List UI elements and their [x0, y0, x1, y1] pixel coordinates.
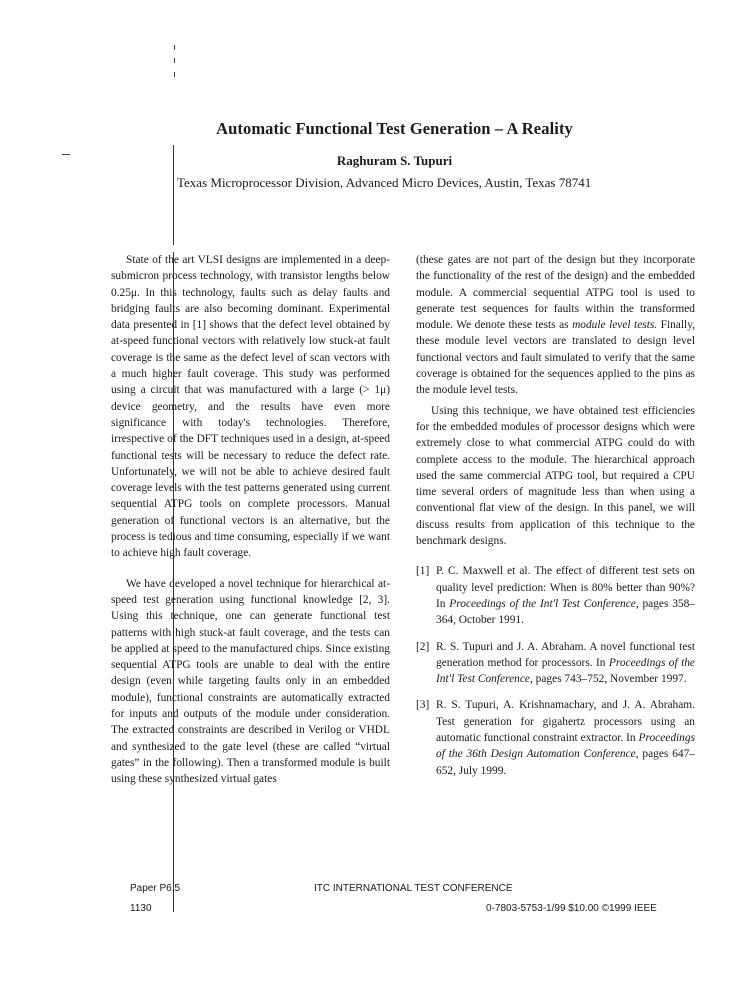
footer-page-number: 1130 [130, 903, 152, 914]
scan-mark [174, 58, 175, 63]
reference-number: [3] [416, 699, 430, 712]
reference-item: [2] R. S. Tupuri and J. A. Abraham. A novel functional test generation method for processors. In Proceedings of the Int'l Test Conference, pages 743–752, November 1997. [416, 640, 695, 686]
scan-mark [174, 45, 175, 50]
footer-copyright: 0-7803-5753-1/99 $10.00 ©1999 IEEE [486, 903, 657, 914]
right-column [416, 252, 695, 789]
scan-mark [174, 72, 175, 77]
body-paragraph: State of the art VLSI designs are implemented in a deep-submicron process technology, with transistor lengths below 0.25μ. In this technology, faults such as delay faults and bridging faults are also becoming dominant. Experimental data presented in [1] shows that the defect level obtained by at-speed functional vectors with relatively low stuck-at fault coverage is the same as the defect level of scan vectors with a much higher fault coverage. This study was performed using a circuit that was manufactured with a large (> 1μ) device geometry, and the results have even more significance with today's technologies. Therefore, irrespective of the DFT techniques used in a design, at-speed functional tests will be necessary to reduce the defect rate. Unfortunately, we will not be able to achieve desired fault coverage levels with the test patterns generated using current sequential ATPG tools on complete processors. Manual generation of functional vectors is an alternative, but the process is tedious and time consuming, especially if we want to achieve high fault coverage. [111, 254, 390, 560]
author-name: Raghuram S. Tupuri [336, 153, 453, 168]
left-column [111, 252, 390, 788]
reference-item: [3] R. S. Tupuri, A. Krishnamachary, and J. A. Abraham. Test generation for gigahertz processors using an automatic functional constraint extractor. In Proceedings of the 36th Design Automation Conference, pages 647–652, July 1999. [416, 699, 695, 777]
reference-number: [1] [416, 565, 430, 578]
body-paragraph: We have developed a novel technique for hierarchical at-speed test generation using functional knowledge [2, 3]. Using this technique, one can generate functional test patterns with high stuck-at fault coverage, and the tests can be applied at speed to the manufactured chips. Since existing sequential ATPG tools are unable to deal with the entire design (even while targeting faults only in an embedded module), functional constraints are automatically extracted for inputs and outputs of the module under consideration. The extracted constraints are described in Verilog or VHDL and synthesized to the gate level (these are called “virtual gates” in the following). Then a transformed module is built using these synthesized virtual gates [111, 577, 390, 786]
author-affiliation: Texas Microprocessor Division, Advanced Micro Devices, Austin, Texas 78741 [177, 175, 592, 190]
footer-conference: ITC INTERNATIONAL TEST CONFERENCE [314, 883, 513, 894]
paper-title: Automatic Functional Test Generation – A Reality [216, 119, 573, 138]
footer-paper-id: Paper P6.5 [130, 883, 181, 894]
reference-item: [1] P. C. Maxwell et al. The effect of different test sets on quality level prediction: When is 80% better than 90%? In Proceedings of the Int'l Test Conference, pages 358–364, October 1991. [416, 565, 695, 627]
reference-number: [2] [416, 640, 430, 653]
body-paragraph: (these gates are not part of the design but they incorporate the functionality of the rest of the design) and the embedded module. A commercial sequential ATPG tool is used to generate test sequences for faults within the transformed module. We denote these tests as module level tests. Finally, these module level vectors are translated to design level functional vectors and fault simulated to verify that the same coverage is obtained for the sequences applied to the pins as the module level tests. [416, 254, 695, 397]
body-paragraph: Using this technique, we have obtained test efficiencies for the embedded modules of processor designs which were extremely close to what commercial ATPG could do with complete access to the module. The hierarchical approach used the same commercial ATPG tool, but required a CPU time several orders of magnitude less than when using a conventional flat view of the design. In this panel, we will discuss results from application of this technique to the benchmark designs. [416, 404, 695, 548]
